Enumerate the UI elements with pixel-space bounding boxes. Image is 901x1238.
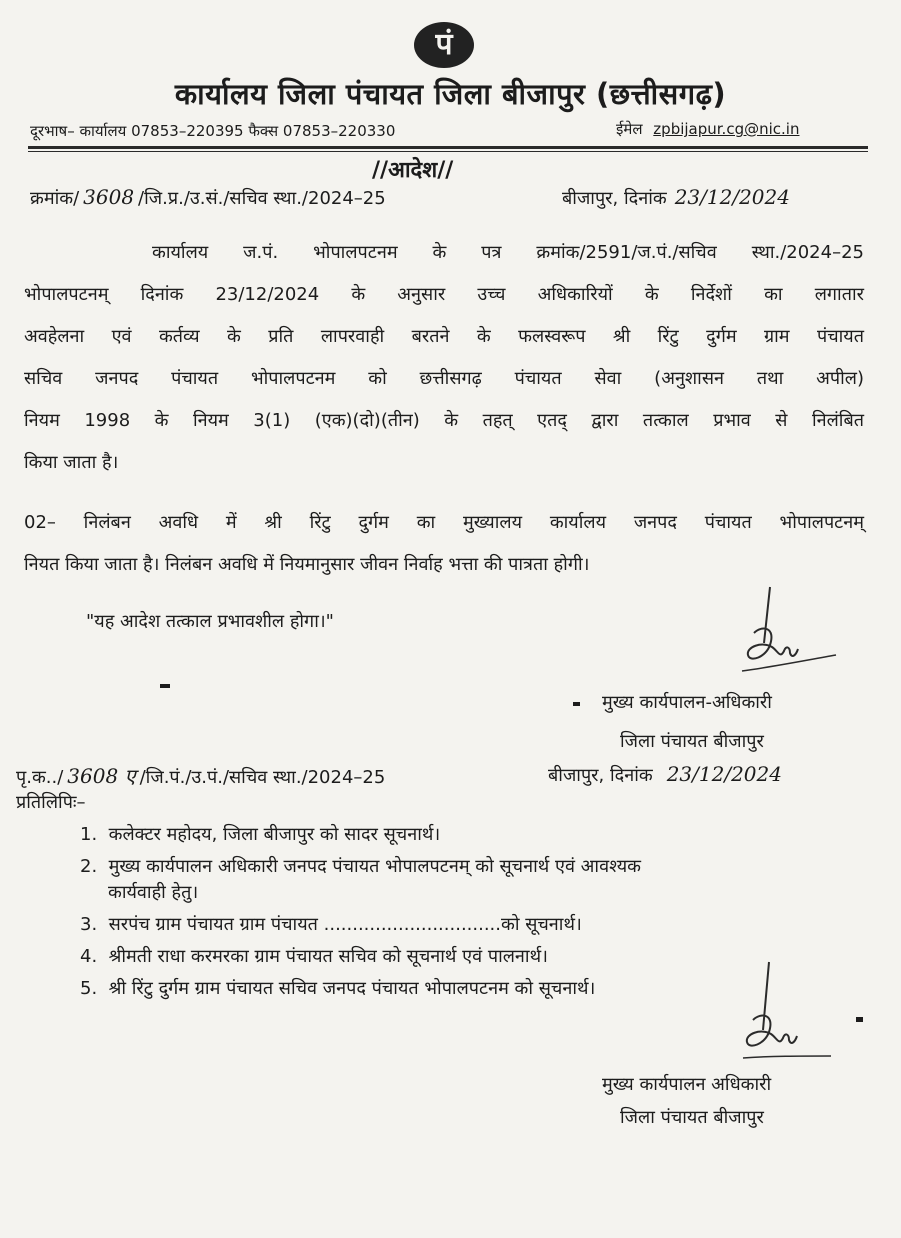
order-paragraph-1 [24, 232, 864, 484]
copy-heading: प्रतिलिपिः– [16, 792, 86, 813]
effect-line: "यह आदेश तत्काल प्रभावशील होगा।" [86, 611, 334, 632]
paragraph-line: नियम 1998 के नियम 3(1) (एक)(दो)(तीन) के तहत् एतद् द्वारा तत्काल प्रभाव से निलंबित [24, 410, 864, 431]
stray-mark [160, 684, 170, 688]
office-title: कार्यालय जिला पंचायत जिला बीजापुर (छत्तीसगढ़) [174, 77, 727, 111]
copy-item-1: 1. कलेक्टर महोदय, जिला बीजापुर को सादर सूचनार्थ। [80, 824, 441, 845]
endorsement-date: बीजापुर, दिनांक 23/12/2024 [548, 762, 782, 786]
paragraph-line: 02– निलंबन अवधि में श्री रिंटु दुर्गम का मुख्यालय कार्यालय जनपद पंचायत भोपालपटनम् [24, 512, 864, 533]
paragraph-line: कार्यालय ज.पं. भोपालपटनम के पत्र क्रमांक/2591/ज.पं./सचिव स्था./2024–25 [152, 242, 864, 263]
paragraph-line: किया जाता है। [24, 452, 119, 473]
paragraph-line: नियत किया जाता है। निलंबन अवधि में नियमानुसार जीवन निर्वाह भत्ता की पात्रता होगी। [24, 554, 590, 575]
signature-2-icon [735, 960, 835, 1065]
email-label: ईमेल [616, 120, 643, 138]
stray-mark [856, 1017, 863, 1022]
endorsement-date-handwritten: 23/12/2024 [666, 762, 782, 786]
signatory-2-designation: मुख्य कार्यपालन अधिकारी [602, 1074, 772, 1095]
panchayat-logo-icon [414, 22, 474, 68]
order-heading: //आदेश// [372, 158, 454, 183]
endorsement-number-handwritten: 3608 ए [67, 764, 136, 788]
signatory-2-office: जिला पंचायत बीजापुर [620, 1107, 764, 1128]
logo-glyph: पं [435, 27, 453, 62]
copy-item-4: 4. श्रीमती राधा करमरका ग्राम पंचायत सचिव को सूचनार्थ एवं पालनार्थ। [80, 946, 548, 967]
signature-1-icon [732, 585, 842, 680]
copy-item-2: 2. मुख्य कार्यपालन अधिकारी जनपद पंचायत भोपालपटनम् को सूचनार्थ एवं आवश्यक [80, 856, 641, 877]
order-date-handwritten: 23/12/2024 [674, 185, 790, 209]
paragraph-line: भोपालपटनम् दिनांक 23/12/2024 के अनुसार उच्च अधिकारियों के निर्देशों का लगातार [24, 284, 864, 305]
header-rule-thick [28, 146, 868, 149]
paragraph-line: सचिव जनपद पंचायत भोपालपटनम को छत्तीसगढ़ पंचायत सेवा (अनुशासन तथा अपील) [24, 368, 864, 389]
order-number-handwritten: 3608 [83, 185, 135, 209]
endorsement-number: पृ.क../ 3608 ए /जि.पं./उ.पं./सचिव स्था./2024–25 [16, 764, 386, 788]
order-paragraph-2 [24, 502, 864, 586]
email-link[interactable]: zpbijapur.cg@nic.in [653, 120, 800, 138]
copy-item-3: 3. सरपंच ग्राम पंचायत ग्राम पंचायत ...............................को सूचनार्थ। [80, 914, 582, 935]
copy-item-2-continued: कार्यवाही हेतु। [108, 882, 199, 903]
copy-item-5: 5. श्री रिंटु दुर्गम ग्राम पंचायत सचिव जनपद पंचायत भोपालपटनम को सूचनार्थ। [80, 978, 596, 999]
signatory-1-office: जिला पंचायत बीजापुर [620, 731, 764, 752]
phone-line: दूरभाष– कार्यालय 07853–220395 फैक्स 07853–220330 [30, 122, 396, 140]
order-date: बीजापुर, दिनांक 23/12/2024 [562, 185, 790, 209]
signatory-1-designation: मुख्य कार्यपालन-अधिकारी [602, 692, 772, 713]
header-rule-thin [28, 151, 868, 152]
order-number: क्रमांक/ 3608 /जि.प्र./उ.सं./सचिव स्था./2024–25 [30, 185, 386, 209]
stray-mark [573, 702, 580, 706]
paragraph-line: अवहेलना एवं कर्तव्य के प्रति लापरवाही बरतने के फलस्वरूप श्री रिंटु दुर्गम ग्राम पंचायत [24, 326, 864, 347]
